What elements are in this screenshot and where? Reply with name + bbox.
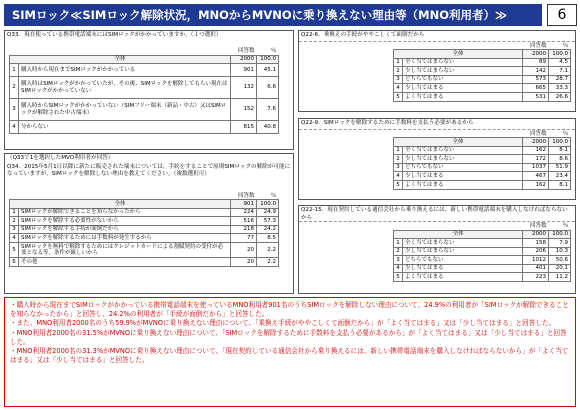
q22-9-panel <box>298 118 576 200</box>
q33-table <box>9 48 279 134</box>
q22-6-panel <box>298 30 576 112</box>
table-row: 1 購入時から現在までSIMロックがかかっている 901 45.1 <box>10 64 279 77</box>
table-row: 1 全く当てはまらない 158 7.9 <box>394 239 571 248</box>
table-row: 3 どちらでもない 1012 50.6 <box>394 256 571 265</box>
table-row: 5 よく当てはまる 223 11.2 <box>394 273 571 282</box>
q34-panel <box>4 153 294 294</box>
table-row: 5 SIMロックを無料で解除するためにはクレジットカードによる割賦契約の受付が必要となる等、条件が厳しいから 20 2.2 <box>10 242 279 257</box>
table-row: 5 よく当てはまる 162 8.1 <box>394 180 571 189</box>
summary-note: ・MNO利用者2000名の31.3%がMVNOに乗り換えない理由について、「現在契約している通信会社から乗り換えるには、新しい携帯電話端末を購入しなければならないから」が「よく当てはまる」又は「少し当てはまる」と回答した。 <box>10 347 569 365</box>
page-number: 6 <box>547 4 577 26</box>
q22-6-total-row: 全体 2000 100.0 <box>394 50 571 59</box>
summary-note: ・購入時から現在までSIMロックがかかっている携帯電話端末を使っているMNO利用者901名のうちSIMロックを解除しない理由について、24.9%の利用者が「SIMロックが解除できることを知らなかったから」と回答し、24.2%の利用者が「手続が面倒だから」と回答した。 <box>10 301 569 319</box>
q22-9-table: 回答数 ％ 全体 2000 100.0 1 全く当てはまらない 162 8.1 2 少し当てはまらない 172 8.6 3 どちらでもない 1037 51.9 4 少し当てはまる 467 23.4 5 よく当てはまる 162 8.1 <box>393 131 571 190</box>
q22-15-table: 回答数 ％ 全体 2000 100.0 1 全く当てはまらない 158 7.9 2 少し当てはまらない 206 10.3 3 どちらでもない 1012 50.6 4 少し当てはまる 401 20.1 5 よく当てはまる 223 11.2 <box>393 223 571 282</box>
table-row: 1 全く当てはまらない 89 4.5 <box>394 58 571 67</box>
q34-condition: （Q33で1を選択したMVO利用者が回答） <box>7 155 114 161</box>
table-row: 5 よく当てはまる 531 26.6 <box>394 92 571 101</box>
q22-15-total-row: 全体 2000 100.0 <box>394 230 571 239</box>
summary-notes <box>4 297 576 407</box>
summary-note: ・また、MNO利用者2000名のうち59.9%がMVNOに乗り換えない理由について、「乗換え手続がややこしくて面倒だから」が「よく当てはまる」又は「少し当てはまる」と回答した。 <box>10 319 556 328</box>
q34-table: 回答数 ％ 全体 901 100.0 1 SIMロックが解除できることを知らなかったから 224 24.9 2 SIMロックを解除する必要性がないから 516 57.3 3 SIMロックを解除する手続が面倒だから 218 24.2 4 SIMロックを解除するためには手数料が発生するから 77 8.5 5 SIMロックを無料で解除するためにはクレジットカードによる割賦契約の受付が必要となる等、条件が厳しいから 20 2.2 6 その他 20 2.2 <box>9 193 279 267</box>
table-row: 4 少し当てはまる 401 20.1 <box>394 264 571 273</box>
table-row: 3 どちらでもない 1037 51.9 <box>394 163 571 172</box>
summary-note: ・MNO利用者2000名の31.5%がMVNOに乗り換えない理由について、「SIMロックを解除するために手数料を支払う必要があるから」が「よく当てはまる」又は「少し当てはまる」と回答した。 <box>10 328 567 346</box>
q22-15-panel <box>298 205 576 294</box>
table-row: 2 SIMロックを解除する必要性がないから 516 57.3 <box>10 217 279 226</box>
table-row: 2 少し当てはまらない 172 8.6 <box>394 155 571 164</box>
table-row: 1 全く当てはまらない 162 8.1 <box>394 146 571 155</box>
table-row: 3 購入時からSIMロックがかかっていない（SIMフリー端末（新品・中古）又はSIMロックが解除された中古端末） 152 7.6 <box>10 99 279 121</box>
table-row: 3 SIMロックを解除する手続が面倒だから 218 24.2 <box>10 225 279 234</box>
q33-panel <box>4 30 294 150</box>
q22-15-question: Q22-15．現在契約している通信会社から乗り換えるには，新しい携帯電話端末を購入しなければならないから <box>299 206 575 222</box>
col-count-header: 回答数 <box>231 48 257 55</box>
col-pct-header: ％ <box>257 48 279 55</box>
table-row: 4 少し当てはまる 665 33.3 <box>394 84 571 93</box>
q22-6-question: Q22-6．乗換えの手続がややこしくて面倒だから <box>299 31 575 42</box>
table-row: 4 SIMロックを解除するためには手数料が発生するから 77 8.5 <box>10 234 279 243</box>
table-row: 2 少し当てはまらない 142 7.1 <box>394 67 571 76</box>
page-header: SIMロック≪SIMロック解除状況，MNOからMVNOに乗り換えない理由等（MNO利用者）≫ <box>4 4 542 26</box>
q33-total-row: 全体 2000 100.0 <box>10 55 279 64</box>
table-row: 2 少し当てはまらない 206 10.3 <box>394 247 571 256</box>
table-row: 2 購入時はSIMロックがかかっていたが、その後、SIMロックを解除してもらい現在はSIMロックがかかっていない 132 6.6 <box>10 77 279 99</box>
q22-9-total-row: 全体 2000 100.0 <box>394 138 571 147</box>
table-row: 4 分からない 815 40.8 <box>10 121 279 134</box>
q34-question: Q34．2015年5月1日以降に新たに販売された端末については，手続をすることで原則SIMロックの解除が可能になっていますが，SIMロックを解除しない理由を教えてください。（複数選択可） <box>7 163 291 177</box>
table-row: 4 少し当てはまる 467 23.4 <box>394 172 571 181</box>
table-row: 1 SIMロックが解除できることを知らなかったから 224 24.9 <box>10 208 279 217</box>
q22-6-table: 回答数 ％ 全体 2000 100.0 1 全く当てはまらない 89 4.5 2 少し当てはまらない 142 7.1 3 どちらでもない 573 28.7 4 少し当てはまる 665 33.3 5 よく当てはまる 531 26.6 <box>393 43 571 102</box>
table-row: 3 どちらでもない 573 28.7 <box>394 75 571 84</box>
q22-9-question: Q22-9．SIMロックを解除するために手数料を支払う必要があるから <box>299 119 575 130</box>
table-row: 6 その他 20 2.2 <box>10 257 279 266</box>
q34-total-row: 全体 901 100.0 <box>10 200 279 209</box>
q33-question: Q33．現在使っている携帯電話端末にはSIMロックがかかっていますか。（１つ選択） <box>7 32 222 38</box>
